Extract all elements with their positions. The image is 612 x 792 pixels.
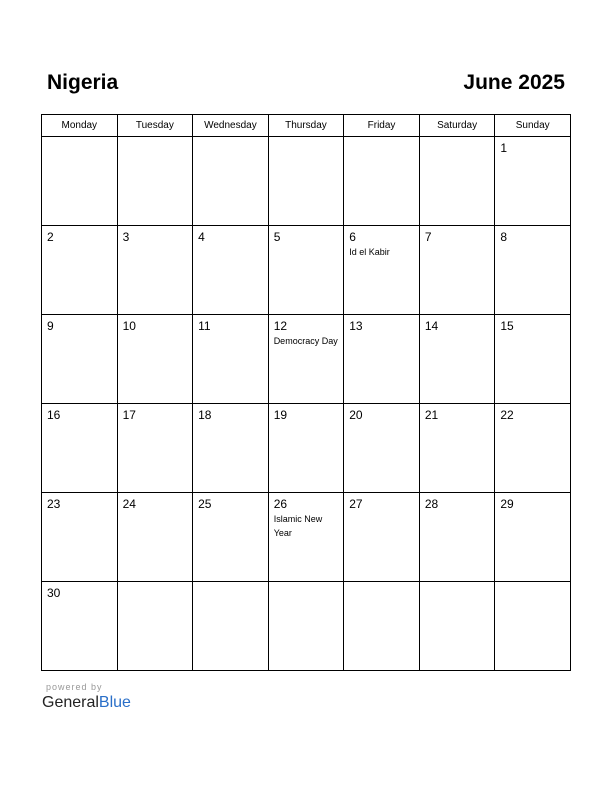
country-title: Nigeria [47, 71, 119, 94]
day-cell [42, 404, 118, 493]
day-cell [193, 582, 269, 671]
day-cell [344, 404, 420, 493]
day-number: 15 [500, 319, 514, 333]
day-cell [117, 582, 193, 671]
day-number: 21 [424, 408, 439, 422]
week-row [42, 226, 571, 315]
weekday-header: Saturday [419, 115, 495, 137]
week-row [42, 137, 571, 226]
day-number: 22 [500, 408, 514, 422]
day-cell [344, 315, 420, 404]
weekday-header: Tuesday [117, 115, 193, 137]
weekday-header: Friday [344, 115, 420, 137]
day-cell [117, 137, 193, 226]
day-number: 16 [47, 408, 61, 422]
day-number: 13 [349, 319, 363, 333]
day-number: 4 [198, 230, 205, 244]
day-number: 9 [47, 319, 54, 333]
generalblue-logo[interactable] [42, 694, 131, 712]
day-number: 30 [47, 586, 61, 600]
day-number: 25 [198, 497, 212, 511]
week-row [42, 315, 571, 404]
day-cell [268, 493, 344, 582]
day-cell [495, 226, 571, 315]
day-number: 10 [122, 319, 136, 333]
day-cell [495, 137, 571, 226]
day-cell [193, 226, 269, 315]
week-row [42, 582, 571, 671]
day-cell [117, 226, 193, 315]
day-number: 19 [273, 408, 288, 422]
brand-general: General [42, 694, 99, 711]
day-cell [42, 137, 118, 226]
weekday-header: Monday [42, 115, 118, 137]
day-number: 27 [349, 497, 363, 511]
weekday-header: Wednesday [193, 115, 269, 137]
day-cell [419, 404, 495, 493]
week-row [42, 404, 571, 493]
day-cell [495, 493, 571, 582]
day-number: 26 [273, 497, 288, 511]
day-cell [419, 315, 495, 404]
powered-by-label: powered by [46, 682, 103, 692]
brand-blue: Blue [98, 694, 131, 711]
day-number: 7 [424, 230, 432, 244]
day-cell [495, 404, 571, 493]
day-number: 3 [122, 230, 130, 244]
month-year-title: June 2025 [463, 71, 565, 94]
day-cell [42, 493, 118, 582]
day-cell [344, 137, 420, 226]
day-cell [495, 315, 571, 404]
day-cell [419, 493, 495, 582]
day-cell [268, 315, 344, 404]
day-cell [193, 493, 269, 582]
day-number: 17 [122, 408, 136, 422]
day-cell [193, 137, 269, 226]
day-cell [268, 226, 344, 315]
week-row [42, 493, 571, 582]
day-number: 28 [424, 497, 439, 511]
day-number: 2 [47, 230, 54, 244]
weekday-header: Sunday [495, 115, 571, 137]
day-number: 12 [273, 319, 288, 333]
day-cell [344, 582, 420, 671]
day-cell [344, 493, 420, 582]
day-cell [268, 137, 344, 226]
day-cell [193, 315, 269, 404]
day-cell [117, 493, 193, 582]
day-cell [495, 582, 571, 671]
day-number: 18 [198, 408, 212, 422]
day-cell [42, 582, 118, 671]
day-cell [117, 404, 193, 493]
day-cell [42, 226, 118, 315]
holiday-label: Democracy Day [273, 336, 338, 346]
day-number: 29 [500, 497, 514, 511]
day-number: 23 [47, 497, 61, 511]
holiday-label: Islamic New Year [273, 514, 323, 538]
day-number: 5 [273, 230, 281, 244]
day-cell [419, 582, 495, 671]
day-cell [193, 404, 269, 493]
weekday-header: Thursday [268, 115, 344, 137]
holiday-label: Id el Kabir [349, 247, 390, 257]
day-cell [117, 315, 193, 404]
day-cell [419, 226, 495, 315]
day-cell [268, 582, 344, 671]
day-number: 11 [198, 319, 211, 333]
day-cell [268, 404, 344, 493]
day-cell [42, 315, 118, 404]
day-number: 8 [500, 230, 508, 244]
calendar-grid [41, 114, 571, 671]
day-cell [344, 226, 420, 315]
day-number: 6 [349, 230, 356, 244]
day-number: 24 [122, 497, 136, 511]
day-number: 20 [349, 408, 363, 422]
day-number: 1 [500, 141, 508, 155]
day-number: 14 [424, 319, 439, 333]
day-cell [419, 137, 495, 226]
weekday-header-row [42, 115, 571, 137]
